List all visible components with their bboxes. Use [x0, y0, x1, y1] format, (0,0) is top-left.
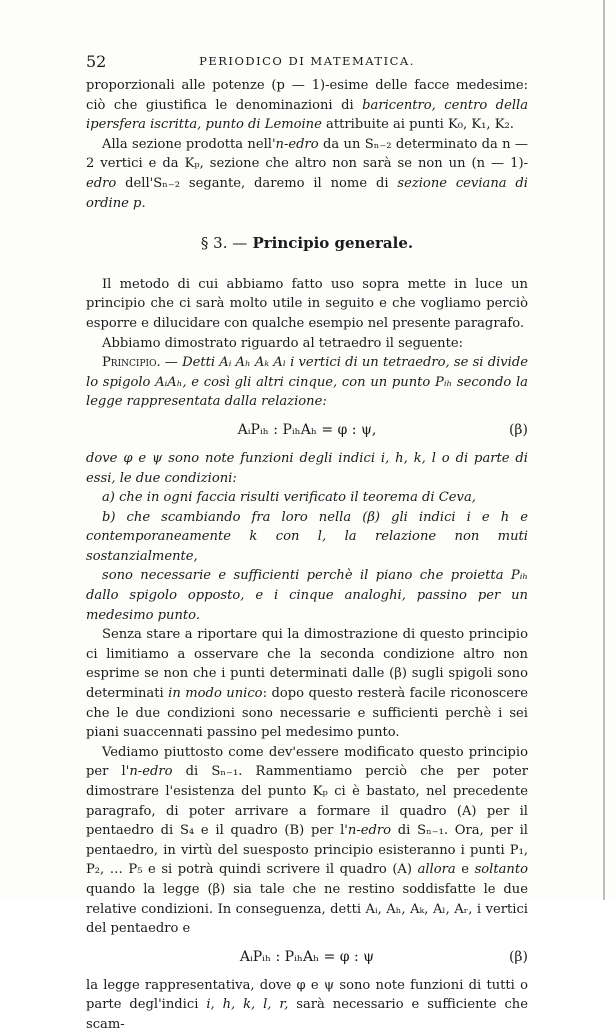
paragraph-3: Il metodo di cui abbiamo fatto uso sopra mette in luce un principio che ci sarà molto utile in seguito e che vogliamo perciò esporre e dilucidare con qualche esempio nel presente paragrafo. [86, 276, 528, 331]
formula-beta-1 [86, 421, 528, 441]
formula-expression: AᵢPᵢₕ : PᵢₕAₕ = φ : ψ [239, 948, 375, 965]
paragraph-6: Vediamo piuttosto come dev'essere modificato questo principio per l'n-edro di Sₙ₋₁. Rammentiamo perciò che per poter dimostrare l'esistenza del punto Kₚ ci è bastato, nel precedente paragrafo, di poter arrivare a formare il quadro (A) per il pentaedro di S₄ e il quadro (B) per l'n-edro di Sₙ₋₁. Ora, per il pentaedro, in virtù del suesposto principio esisteranno i punti P₁, P₂, … P₅ e si potrà quindi scrivere il quadro (A) allora e soltanto quando la legge (β) sia tale che ne restino soddisfatte le due relative condizioni. In conseguenza, detti Aᵢ, Aₕ, Aₖ, Aₗ, Aᵣ, i vertici del pentaedro e [86, 744, 528, 937]
text-body [86, 76, 528, 1035]
paragraph-4: Abbiamo dimostrato riguardo al tetraedro il seguente: [102, 335, 464, 351]
section-heading [86, 234, 528, 254]
paragraph-2: Alla sezione prodotta nell'n-edro da un Sₙ₋₂ determinato da n — 2 vertici e da Kₚ, sezione che altro non sarà se non un (n — 1)-edro dell'Sₙ₋₂ segante, daremo il nome di sezione ceviana di ordine p. [86, 136, 528, 211]
section-title: Principio generale. [252, 234, 414, 253]
condition-a: a) che in ogni faccia risulti verificato il teorema di Ceva, [102, 490, 476, 506]
formula-expression: AᵢPᵢₕ : PᵢₕAₕ = φ : ψ, [237, 421, 377, 438]
paragraph-1: proporzionali alle potenze (p — 1)-esime delle facce medesime: ciò che giustifica le denominazioni di baricentro, centro della ipersfera iscritta, punto di Lemoine attribuite ai punti K₀, K₁, K₂. [86, 78, 528, 133]
principle-statement [86, 353, 528, 412]
formula-tag: (β) [508, 421, 528, 438]
conditions-conclusion: sono necessarie e sufficienti perchè il piano che proietta Pᵢₕ dallo spigolo opposto, e i cinque analoghi, passino per un medesimo punto. [86, 568, 528, 623]
running-title: PERIODICO DI MATEMATICA. [199, 54, 415, 68]
conditions-intro: dove φ e ψ sono note funzioni degli indici i, h, k, l o di parte di essi, le due condizioni: [86, 450, 528, 486]
paragraph-5: Senza stare a riportare qui la dimostrazione di questo principio ci limitiamo a osservare che la seconda condizione altro non esprime se non che i punti determinati dalle (β) sugli spigoli sono determinati in modo unico: dopo questo resterà facile riconoscere che le due condizioni sono necessarie e sufficienti perchè i sei piani suaccennati passino pel medesimo punto. [86, 627, 529, 741]
principle-label: Principio. — [102, 355, 178, 371]
formula-beta-2 [86, 948, 528, 968]
paragraph-7: la legge rappresentativa, dove φ e ψ sono note funzioni di tutti o parte degl'indici i, h, k, l, r, sarà necessario e sufficiente che scam- [86, 977, 528, 1032]
section-number: § 3. — [200, 234, 248, 253]
principle-text: Detti Aᵢ Aₕ Aₖ Aₗ i vertici di un tetraedro, se si divide lo spigolo AᵢAₕ, e così gli altri cinque, con un punto Pᵢₕ secondo la legge rappresentata dalla relazione: [86, 355, 528, 410]
running-header [86, 52, 528, 72]
formula-tag: (β) [508, 948, 528, 965]
page-edge-rule [603, 0, 605, 900]
page-number: 52 [86, 52, 107, 71]
condition-b: b) che scambiando fra loro nella (β) gli indici i e h e contemporaneamente k con l, la relazione non muti sostanzialmente, [86, 509, 528, 564]
